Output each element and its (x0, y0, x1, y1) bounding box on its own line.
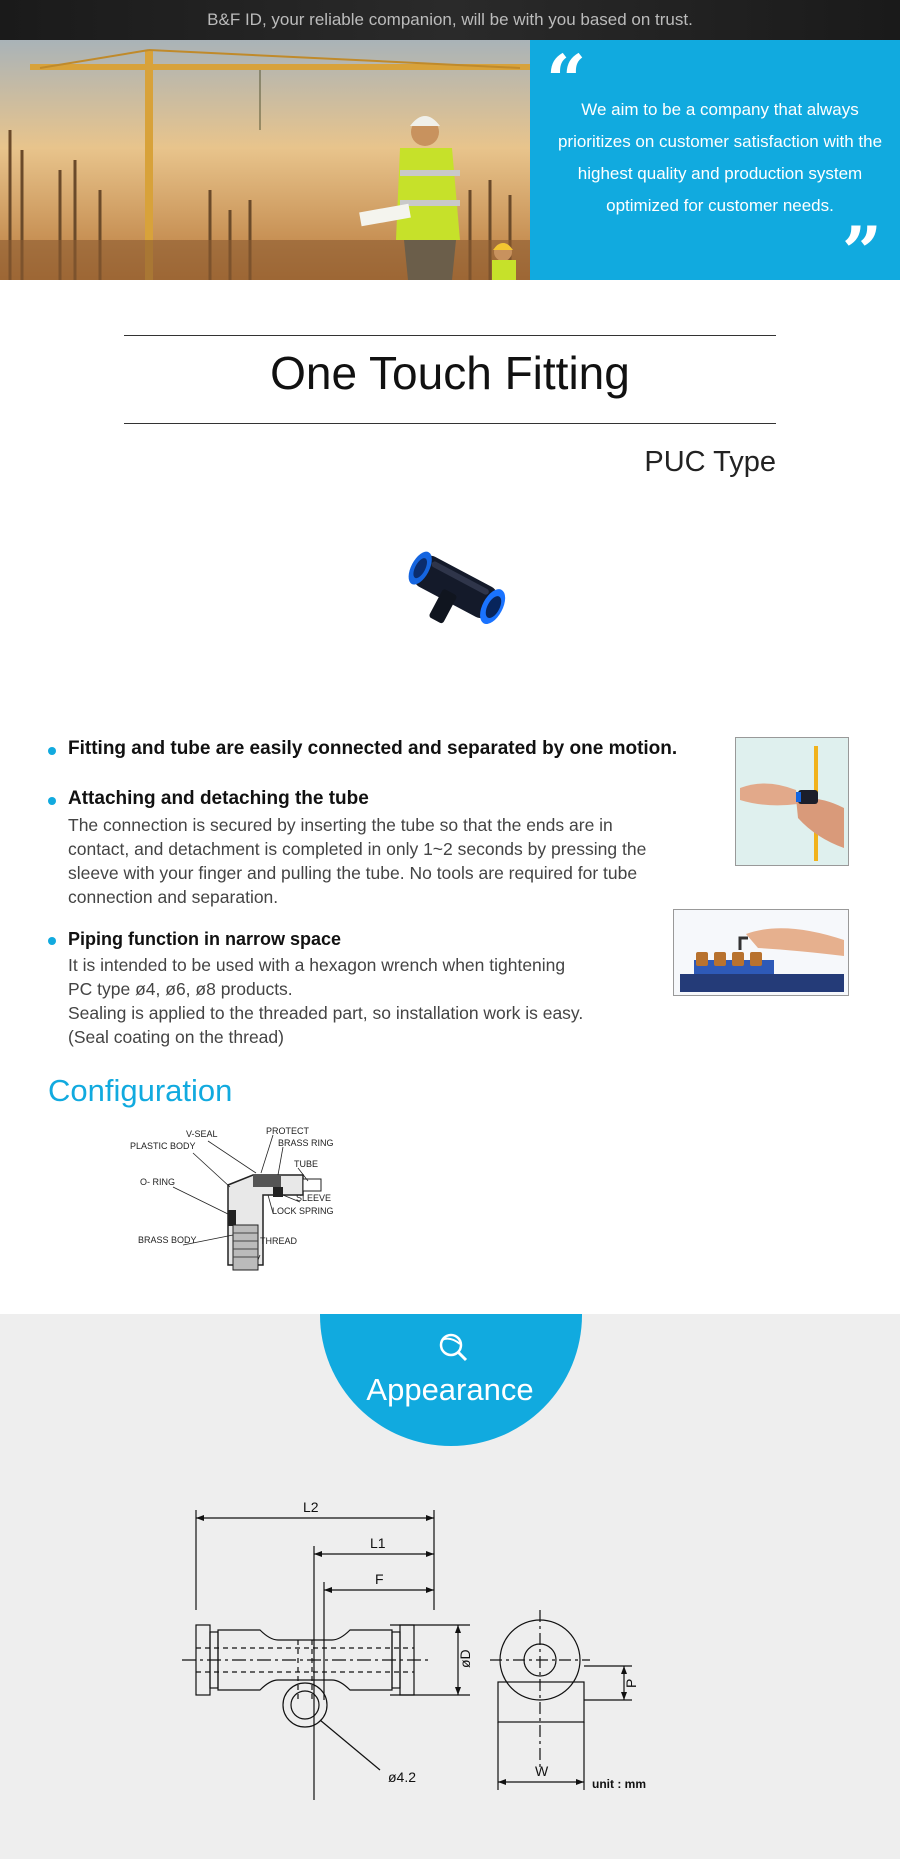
title-top-divider (124, 335, 776, 336)
dim-label-l1: L1 (370, 1535, 386, 1551)
dim-label-f: F (375, 1571, 384, 1587)
quote-open-mark: “ (546, 39, 587, 122)
bullet-icon (48, 747, 56, 755)
appearance-heading: Appearance (366, 1372, 534, 1407)
config-label-tube: TUBE (294, 1159, 319, 1169)
dim-label-hole-diameter: ø4.2 (388, 1769, 417, 1785)
hand-tube-insert-image (735, 737, 849, 866)
tagline-text: B&F ID, your reliable companion, will be with you based on trust. (207, 10, 693, 29)
config-label-v-seal: V-SEAL (186, 1129, 218, 1139)
config-label-thread: THREAD (260, 1236, 298, 1246)
product-type: PUC Type (644, 446, 776, 478)
config-label-sleeve: SLEEVE (296, 1193, 332, 1203)
feature-description: The connection is secured by inserting the tube so that the ends are in contact, and detachment is completed in only 1~2 seconds by pressing the sleeve with your finger and pulling the tube. No tools are required for tube connection and separation. (68, 815, 647, 907)
feature-heading: Fitting and tube are easily connected and separated by one motion. (68, 738, 678, 759)
feature-description-line: Sealing is applied to the threaded part, so installation work is easy. (68, 1003, 584, 1023)
bullet-icon (48, 937, 56, 945)
dimension-drawing (180, 1490, 740, 1820)
dim-label-p: P (623, 1678, 639, 1688)
config-label-plastic-body: PLASTIC BODY (130, 1141, 196, 1151)
feature-description-line: PC type ø4, ø6, ø8 products. (68, 979, 293, 999)
mission-quote-text: We aim to be a company that always prioritizes on customer satisfaction with the highest quality and production system optimized for customer needs. (557, 100, 883, 215)
product-title: One Touch Fitting (270, 347, 630, 399)
construction-illustration (0, 40, 530, 280)
feature-item (48, 925, 698, 1049)
config-label-protect: PROTECT (266, 1126, 310, 1136)
feature-description-line: It is intended to be used with a hexagon wrench when tightening (68, 955, 566, 975)
config-label-brass-ring: BRASS RING (278, 1138, 334, 1148)
feature-item (48, 785, 698, 909)
feature-heading: Attaching and detaching the tube (68, 788, 369, 809)
config-label-o-ring: O- RING (140, 1177, 175, 1187)
search-loupe-icon (434, 1328, 470, 1364)
hex-wrench-fittings-image (673, 909, 849, 996)
feature-description-line: (Seal coating on the thread) (68, 1027, 284, 1047)
top-tagline-bar (0, 0, 900, 40)
dim-label-w: W (535, 1763, 549, 1779)
construction-photo (0, 40, 530, 280)
dim-label-diameter-d: øD (457, 1649, 473, 1668)
dim-label-l2: L2 (303, 1499, 319, 1515)
feature-heading: Piping function in narrow space (68, 929, 342, 949)
quote-close-mark: ” (841, 211, 882, 294)
title-bottom-divider (124, 423, 776, 424)
mission-quote-panel (530, 39, 900, 294)
configuration-heading: Configuration (48, 1073, 233, 1108)
bullet-icon (48, 797, 56, 805)
unit-label: unit : mm (592, 1777, 646, 1791)
hero-banner (0, 39, 900, 294)
configuration-diagram (128, 1125, 398, 1275)
puc-fitting-image (400, 540, 510, 640)
config-label-lock-spring: LOCK SPRING (272, 1206, 334, 1216)
config-label-brass-body: BRASS BODY (138, 1235, 197, 1245)
feature-item (48, 735, 698, 763)
